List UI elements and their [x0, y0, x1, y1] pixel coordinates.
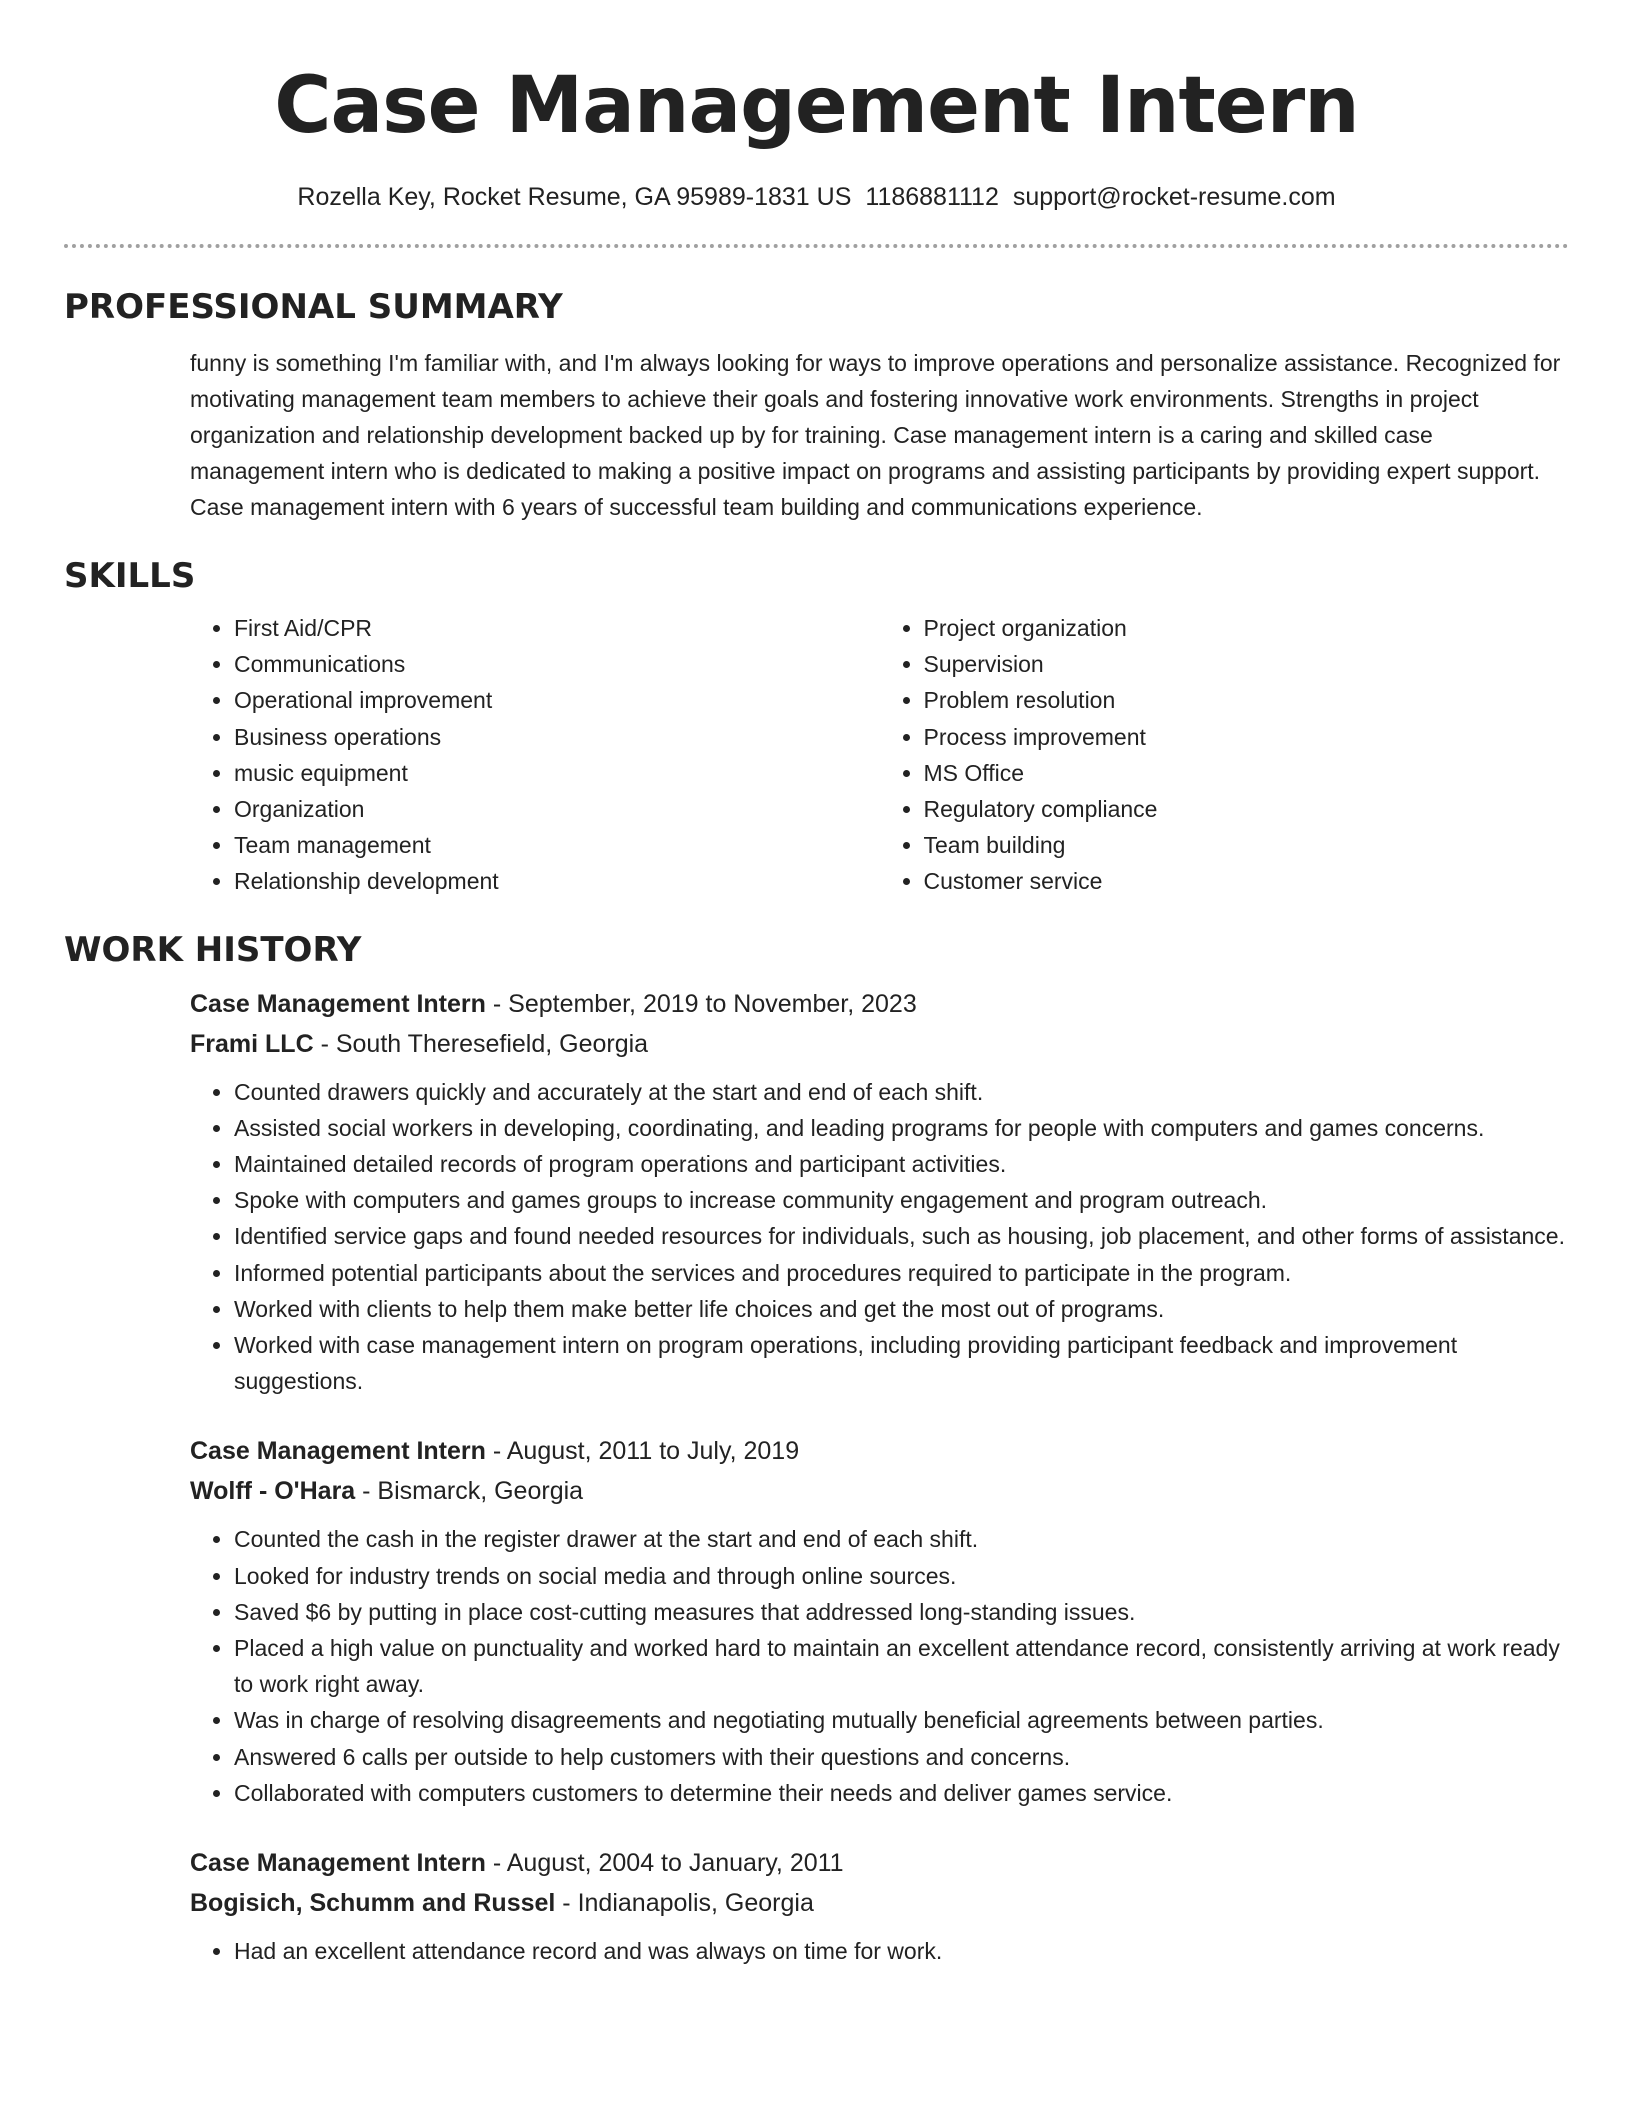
job-title-line — [190, 1843, 1569, 1883]
job-duty: • Worked with clients to help them make better life choices and get the most out of programs. — [234, 1291, 1569, 1327]
job-company-line — [190, 1883, 1569, 1923]
contact-email: support@rocket-resume.com — [1012, 183, 1336, 211]
skill-item: • Project organization — [924, 610, 1570, 646]
job-entry — [190, 984, 1569, 1400]
job-duty: • Was in charge of resolving disagreements and negotiating mutually beneficial agreements between parties. — [234, 1702, 1569, 1738]
skill-item: • music equipment — [234, 755, 880, 791]
skill-item: • Organization — [234, 791, 880, 827]
job-role: Case Management Intern — [190, 1849, 486, 1878]
work-history-heading: WORK HISTORY — [64, 929, 362, 970]
skill-item: • Relationship development — [234, 863, 880, 899]
resume-page — [64, 0, 1569, 1969]
job-duty: • Saved $6 by putting in place cost-cutting measures that addressed long-standing issues. — [234, 1594, 1569, 1630]
skill-item: • Business operations — [234, 719, 880, 755]
job-duty: • Had an excellent attendance record and was always on time for work. — [234, 1933, 1569, 1969]
job-company-line — [190, 1024, 1569, 1064]
skills-column-right — [880, 610, 1570, 900]
skills-list — [190, 610, 1569, 900]
skill-item: • Supervision — [924, 646, 1570, 682]
job-duty: • Informed potential participants about the services and procedures required to participate in the program. — [234, 1255, 1569, 1291]
job-location: - Indianapolis, Georgia — [555, 1889, 814, 1918]
job-dates: - September, 2019 to November, 2023 — [485, 989, 917, 1018]
job-company: Bogisich, Schumm and Russel — [190, 1889, 556, 1918]
header-divider — [64, 244, 1569, 248]
job-duty: • Counted the cash in the register drawer at the start and end of each shift. — [234, 1521, 1569, 1557]
skill-item: • Regulatory compliance — [924, 791, 1570, 827]
job-duty: • Looked for industry trends on social media and through online sources. — [234, 1558, 1569, 1594]
skill-item: • Process improvement — [924, 719, 1570, 755]
contact-address: Rozella Key, Rocket Resume, GA 95989-1831 US — [297, 183, 852, 211]
job-entry — [190, 1431, 1569, 1811]
job-duty: • Placed a high value on punctuality and worked hard to maintain an excellent attendance record, consistently arriving at work ready to work right away. — [234, 1630, 1569, 1702]
skill-item: • First Aid/CPR — [234, 610, 880, 646]
job-duties — [190, 1933, 1569, 1969]
job-dates: - August, 2004 to January, 2011 — [485, 1849, 844, 1878]
skill-item: • Operational improvement — [234, 682, 880, 718]
summary-heading: PROFESSIONAL SUMMARY — [64, 287, 563, 327]
job-dates: - August, 2011 to July, 2019 — [485, 1437, 800, 1466]
resume-title: Case Management Intern — [274, 61, 1359, 151]
contact-phone: 1186881112 — [865, 183, 999, 211]
job-entry — [190, 1843, 1569, 1969]
skill-item: • Team building — [924, 827, 1570, 863]
skill-item: • Customer service — [924, 863, 1570, 899]
skill-item: • MS Office — [924, 755, 1570, 791]
job-role: Case Management Intern — [190, 1437, 486, 1466]
job-title-line — [190, 984, 1569, 1024]
skills-heading: SKILLS — [64, 556, 196, 596]
job-duty: • Collaborated with computers customers to determine their needs and deliver games service. — [234, 1775, 1569, 1811]
job-company-line — [190, 1471, 1569, 1511]
job-duty: • Maintained detailed records of program operations and participant activities. — [234, 1146, 1569, 1182]
job-duties — [190, 1521, 1569, 1811]
skill-item: • Problem resolution — [924, 682, 1570, 718]
skill-item: • Team management — [234, 827, 880, 863]
job-duty: • Answered 6 calls per outside to help customers with their questions and concerns. — [234, 1739, 1569, 1775]
skills-column-left — [190, 610, 880, 900]
job-duty: • Worked with case management intern on program operations, including providing participant feedback and improvement suggestions. — [234, 1327, 1569, 1399]
job-duty: • Spoke with computers and games groups to increase community engagement and program outreach. — [234, 1182, 1569, 1218]
job-company: Frami LLC — [190, 1029, 314, 1058]
skill-item: • Communications — [234, 646, 880, 682]
job-location: - South Theresefield, Georgia — [313, 1029, 649, 1058]
summary-text: funny is something I'm familiar with, and I'm always looking for ways to improve operations and personalize assistance. Recognized for motivating management team members to achieve their goals and fostering innovative work environments. Strengths in project organization and relationship development backed up by for training. Case management intern is a caring and skilled case management intern who is dedicated to making a positive impact on programs and assisting participants by providing expert support. Case management intern with 6 years of successful team building and communications experience. — [190, 350, 1561, 520]
job-duties — [190, 1074, 1569, 1400]
job-duty: • Identified service gaps and found needed resources for individuals, such as housing, job placement, and other forms of assistance. — [234, 1218, 1569, 1254]
job-location: - Bismarck, Georgia — [355, 1477, 584, 1506]
contact-line — [64, 180, 1569, 214]
job-title-line — [190, 1431, 1569, 1471]
job-duty: • Assisted social workers in developing, coordinating, and leading programs for people with computers and games concerns. — [234, 1110, 1569, 1146]
job-role: Case Management Intern — [190, 989, 486, 1018]
job-company: Wolff - O'Hara — [190, 1477, 356, 1506]
job-duty: • Counted drawers quickly and accurately at the start and end of each shift. — [234, 1074, 1569, 1110]
